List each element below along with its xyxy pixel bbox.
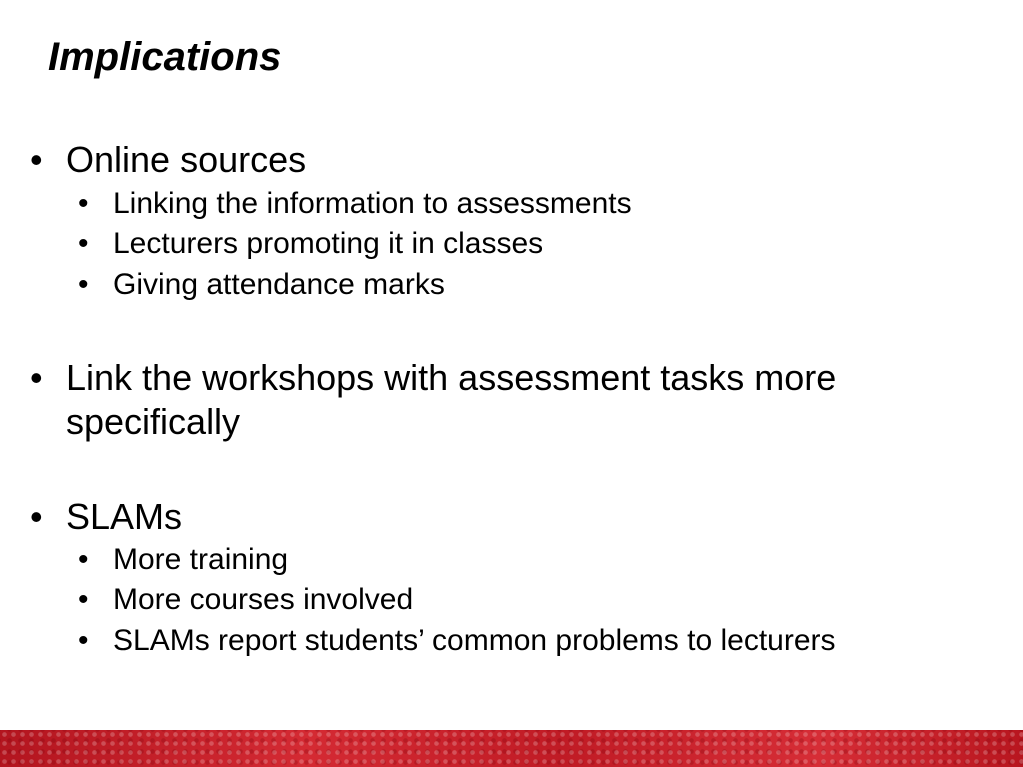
bullet-text: Online sources bbox=[66, 139, 307, 180]
footer-decorative-band bbox=[0, 730, 1023, 767]
bullet-text: SLAMs bbox=[66, 496, 183, 537]
bullet-slams bbox=[30, 495, 966, 539]
bullet-link-workshops bbox=[30, 356, 966, 444]
slide-title: Implications bbox=[48, 35, 282, 79]
bullet-dot-icon: • bbox=[30, 357, 43, 398]
subbullet-more-training bbox=[78, 540, 288, 580]
subbullet-text: SLAMs report students’ common problems to lecturers bbox=[113, 624, 836, 657]
bullet-dot-icon: • bbox=[78, 268, 89, 301]
bullet-dot-icon: • bbox=[78, 187, 89, 220]
bullet-dot-icon: • bbox=[78, 624, 89, 657]
subbullet-text: More courses involved bbox=[113, 583, 414, 616]
bullet-dot-icon: • bbox=[78, 543, 89, 576]
subbullet-linking-information bbox=[78, 184, 632, 224]
bullet-text: Link the workshops with assessment tasks more specifically bbox=[66, 357, 837, 442]
subbullet-slams-report bbox=[78, 621, 836, 661]
subbullet-lecturers-promoting bbox=[78, 224, 543, 264]
subbullet-attendance-marks bbox=[78, 265, 445, 305]
bullet-online-sources bbox=[30, 138, 966, 182]
subbullet-text: Giving attendance marks bbox=[113, 268, 445, 301]
bullet-dot-icon: • bbox=[30, 139, 43, 180]
subbullet-text: Linking the information to assessments bbox=[113, 187, 632, 220]
bullet-dot-icon: • bbox=[78, 583, 89, 616]
subbullet-more-courses bbox=[78, 580, 413, 620]
bullet-dot-icon: • bbox=[78, 227, 89, 260]
bullet-dot-icon: • bbox=[30, 496, 43, 537]
subbullet-text: More training bbox=[113, 543, 289, 576]
subbullet-text: Lecturers promoting it in classes bbox=[113, 227, 544, 260]
